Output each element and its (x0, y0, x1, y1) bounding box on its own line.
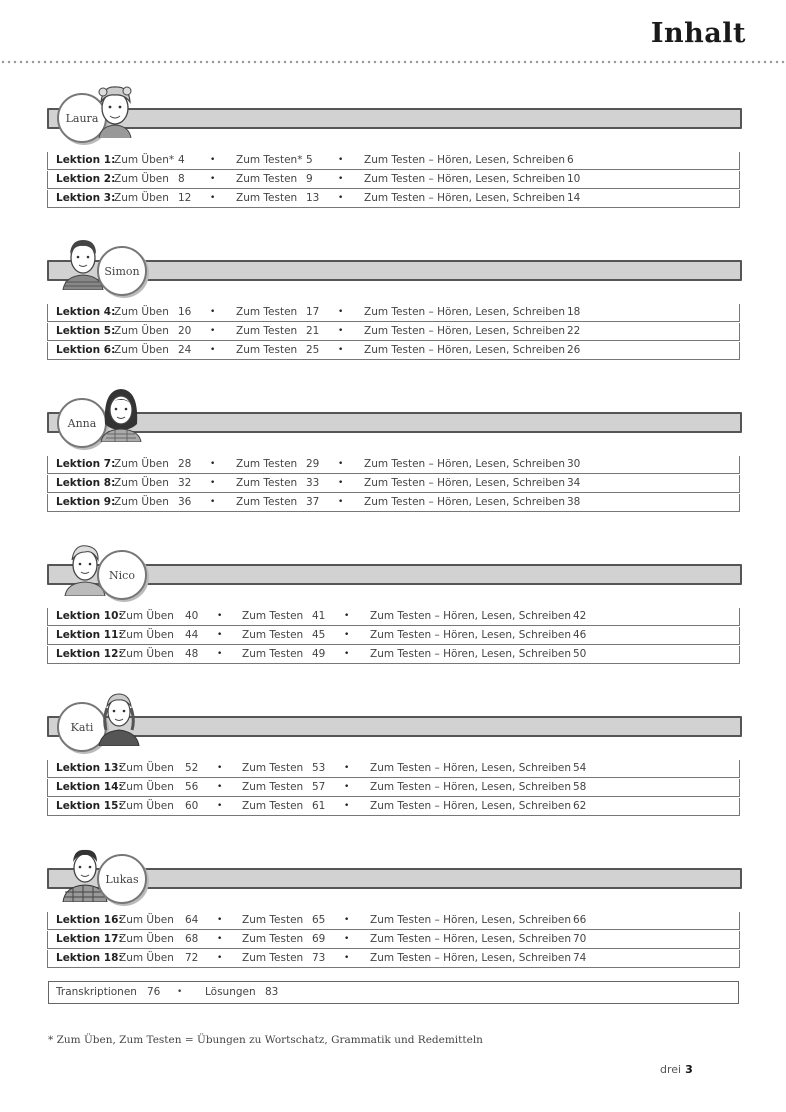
testen-page: 33 (306, 477, 320, 489)
hls-page: 46 (573, 629, 587, 641)
testen-link: Zum Testen (242, 762, 304, 774)
lesson-row (47, 171, 740, 189)
hls-link: Zum Testen – Hören, Lesen, Schreiben (364, 496, 566, 508)
ueben-link: Zum Üben (119, 800, 174, 812)
section-simon (47, 232, 740, 362)
ueben-link: Zum Üben (119, 762, 174, 774)
hls-link: Zum Testen – Hören, Lesen, Schreiben (370, 781, 572, 793)
hls-link: Zum Testen – Hören, Lesen, Schreiben (364, 325, 566, 337)
hls-link: Zum Testen – Hören, Lesen, Schreiben (370, 629, 572, 641)
bullet: • (344, 649, 350, 659)
lesson-row (47, 608, 740, 626)
ueben-page: 16 (178, 306, 192, 318)
bullet: • (210, 459, 216, 469)
ueben-link: Zum Üben (119, 629, 174, 641)
ueben-link: Zum Üben (119, 952, 174, 964)
bullet: • (217, 801, 223, 811)
testen-link: Zum Testen (236, 306, 298, 318)
lesson-row (47, 323, 740, 341)
section-banner (47, 260, 742, 281)
hls-link: Zum Testen – Hören, Lesen, Schreiben (370, 914, 572, 926)
bullet: • (344, 611, 350, 621)
lesson-row (47, 931, 740, 949)
ueben-page: 8 (178, 173, 185, 185)
testen-link: Zum Testen (236, 344, 298, 356)
lesson-row (47, 304, 740, 322)
loesungen-page: 83 (265, 986, 279, 998)
ueben-page: 28 (178, 458, 192, 470)
hls-page: 22 (567, 325, 581, 337)
hls-page: 50 (573, 648, 587, 660)
transkriptionen-page: 76 (147, 986, 161, 998)
testen-link: Zum Testen (242, 952, 304, 964)
ueben-page: 56 (185, 781, 199, 793)
ueben-page: 64 (185, 914, 199, 926)
lesson-label: Lektion 6: (56, 344, 116, 356)
lesson-label: Lektion 13: (56, 762, 123, 774)
hls-link: Zum Testen – Hören, Lesen, Schreiben (364, 458, 566, 470)
lesson-label: Lektion 7: (56, 458, 116, 470)
hls-link: Zum Testen – Hören, Lesen, Schreiben (370, 800, 572, 812)
dotted-divider (0, 60, 786, 64)
bullet: • (344, 630, 350, 640)
lesson-label: Lektion 5: (56, 325, 116, 337)
hls-page: 58 (573, 781, 587, 793)
bullet: • (344, 915, 350, 925)
bullet: • (210, 193, 216, 203)
testen-page: 41 (312, 610, 326, 622)
ueben-page: 12 (178, 192, 192, 204)
ueben-link: Zum Üben (114, 173, 169, 185)
lesson-row (47, 627, 740, 645)
testen-link: Zum Testen (242, 781, 304, 793)
section-banner (47, 108, 742, 129)
bullet: • (344, 782, 350, 792)
ueben-page: 20 (178, 325, 192, 337)
testen-page: 17 (306, 306, 320, 318)
section-banner (47, 868, 742, 889)
ueben-link: Zum Üben (119, 610, 174, 622)
lesson-label: Lektion 10: (56, 610, 123, 622)
lesson-row (47, 950, 740, 968)
bullet: • (177, 987, 183, 997)
hls-page: 62 (573, 800, 587, 812)
bullet: • (210, 497, 216, 507)
ueben-page: 68 (185, 933, 199, 945)
bullet: • (210, 174, 216, 184)
bullet: • (210, 345, 216, 355)
page-number-word: drei (660, 1063, 682, 1076)
lesson-row (47, 798, 740, 816)
section-banner (47, 412, 742, 433)
name-badge: Nico (97, 550, 147, 600)
lesson-row (47, 779, 740, 797)
hls-link: Zum Testen – Hören, Lesen, Schreiben (364, 477, 566, 489)
testen-page: 37 (306, 496, 320, 508)
testen-page: 45 (312, 629, 326, 641)
lesson-row (47, 912, 740, 930)
testen-link: Zum Testen (242, 800, 304, 812)
bullet: • (344, 763, 350, 773)
name-badge: Lukas (97, 854, 147, 904)
hls-page: 6 (567, 154, 574, 166)
testen-page: 53 (312, 762, 326, 774)
bullet: • (217, 934, 223, 944)
bullet: • (217, 649, 223, 659)
lesson-row (47, 760, 740, 778)
testen-page: 5 (306, 154, 313, 166)
ueben-link: Zum Üben (119, 648, 174, 660)
hls-page: 26 (567, 344, 581, 356)
testen-page: 13 (306, 192, 320, 204)
hls-link: Zum Testen – Hören, Lesen, Schreiben (370, 762, 572, 774)
ueben-link: Zum Üben (114, 458, 169, 470)
bullet: • (217, 782, 223, 792)
hls-page: 38 (567, 496, 581, 508)
section-anna (47, 384, 740, 514)
hls-page: 70 (573, 933, 587, 945)
bullet: • (338, 345, 344, 355)
bullet: • (338, 326, 344, 336)
testen-page: 49 (312, 648, 326, 660)
section-nico (47, 536, 740, 666)
lesson-label: Lektion 3: (56, 192, 116, 204)
testen-page: 61 (312, 800, 326, 812)
loesungen-label: Lösungen (205, 986, 256, 998)
page-title: Inhalt (650, 18, 746, 49)
hls-link: Zum Testen – Hören, Lesen, Schreiben (370, 610, 572, 622)
hls-link: Zum Testen – Hören, Lesen, Schreiben (364, 344, 566, 356)
appendix-box (48, 981, 739, 1004)
ueben-link: Zum Üben (119, 781, 174, 793)
hls-page: 18 (567, 306, 581, 318)
ueben-page: 32 (178, 477, 192, 489)
ueben-link: Zum Üben (114, 306, 169, 318)
testen-link: Zum Testen (236, 173, 298, 185)
testen-link: Zum Testen (242, 933, 304, 945)
hls-page: 42 (573, 610, 587, 622)
transkriptionen-label: Transkriptionen (56, 986, 137, 998)
hls-link: Zum Testen – Hören, Lesen, Schreiben (370, 933, 572, 945)
testen-link: Zum Testen (236, 477, 298, 489)
testen-page: 25 (306, 344, 320, 356)
ueben-page: 48 (185, 648, 199, 660)
lesson-label: Lektion 16: (56, 914, 123, 926)
hls-link: Zum Testen – Hören, Lesen, Schreiben (364, 306, 566, 318)
hls-link: Zum Testen – Hören, Lesen, Schreiben (364, 192, 566, 204)
ueben-link: Zum Üben (114, 325, 169, 337)
section-lukas (47, 840, 740, 970)
page-number-digit: 3 (685, 1063, 693, 1076)
testen-page: 69 (312, 933, 326, 945)
hls-page: 54 (573, 762, 587, 774)
lesson-row (47, 342, 740, 360)
hls-page: 66 (573, 914, 587, 926)
bullet: • (217, 763, 223, 773)
bullet: • (210, 307, 216, 317)
testen-page: 21 (306, 325, 320, 337)
ueben-page: 24 (178, 344, 192, 356)
lesson-row (47, 456, 740, 474)
ueben-link: Zum Üben (114, 344, 169, 356)
ueben-link: Zum Üben (114, 477, 169, 489)
testen-link: Zum Testen (236, 458, 298, 470)
lesson-row (47, 152, 740, 170)
bullet: • (217, 953, 223, 963)
lesson-label: Lektion 12: (56, 648, 123, 660)
hls-link: Zum Testen – Hören, Lesen, Schreiben (370, 952, 572, 964)
ueben-page: 40 (185, 610, 199, 622)
ueben-link: Zum Üben* (114, 154, 175, 166)
testen-link: Zum Testen (242, 629, 304, 641)
lesson-label: Lektion 11: (56, 629, 123, 641)
ueben-page: 36 (178, 496, 192, 508)
hls-page: 34 (567, 477, 581, 489)
section-laura (47, 80, 740, 210)
ueben-page: 44 (185, 629, 199, 641)
bullet: • (338, 478, 344, 488)
testen-link: Zum Testen (236, 496, 298, 508)
bullet: • (338, 307, 344, 317)
bullet: • (344, 801, 350, 811)
lesson-label: Lektion 17: (56, 933, 123, 945)
bullet: • (338, 193, 344, 203)
testen-link: Zum Testen (242, 610, 304, 622)
hls-link: Zum Testen – Hören, Lesen, Schreiben (364, 173, 566, 185)
section-kati (47, 688, 740, 818)
lesson-row (47, 494, 740, 512)
hls-link: Zum Testen – Hören, Lesen, Schreiben (370, 648, 572, 660)
bullet: • (338, 174, 344, 184)
ueben-page: 60 (185, 800, 199, 812)
lesson-label: Lektion 15: (56, 800, 123, 812)
hls-page: 74 (573, 952, 587, 964)
ueben-link: Zum Üben (114, 496, 169, 508)
lesson-label: Lektion 18: (56, 952, 123, 964)
avatar-girl-dark-hair-icon (95, 384, 147, 442)
name-badge: Simon (97, 246, 147, 296)
bullet: • (338, 155, 344, 165)
bullet: • (217, 611, 223, 621)
testen-link: Zum Testen (236, 325, 298, 337)
bullet: • (210, 478, 216, 488)
testen-link: Zum Testen* (236, 154, 303, 166)
ueben-page: 72 (185, 952, 199, 964)
name-badge: Anna (57, 398, 107, 448)
testen-page: 73 (312, 952, 326, 964)
ueben-link: Zum Üben (114, 192, 169, 204)
bullet: • (344, 953, 350, 963)
lesson-row (47, 190, 740, 208)
bullet: • (338, 497, 344, 507)
hls-page: 14 (567, 192, 581, 204)
testen-link: Zum Testen (236, 192, 298, 204)
bullet: • (210, 326, 216, 336)
bullet: • (217, 630, 223, 640)
ueben-page: 4 (178, 154, 185, 166)
testen-link: Zum Testen (242, 914, 304, 926)
testen-link: Zum Testen (242, 648, 304, 660)
lesson-label: Lektion 1: (56, 154, 116, 166)
ueben-link: Zum Üben (119, 914, 174, 926)
lesson-label: Lektion 14: (56, 781, 123, 793)
ueben-link: Zum Üben (119, 933, 174, 945)
lesson-label: Lektion 8: (56, 477, 116, 489)
avatar-girl-braids-icon (93, 688, 145, 746)
hls-link: Zum Testen – Hören, Lesen, Schreiben (364, 154, 566, 166)
section-banner (47, 716, 742, 737)
testen-page: 9 (306, 173, 313, 185)
lesson-row (47, 475, 740, 493)
testen-page: 57 (312, 781, 326, 793)
section-banner (47, 564, 742, 585)
bullet: • (210, 155, 216, 165)
lesson-row (47, 646, 740, 664)
lesson-label: Lektion 4: (56, 306, 116, 318)
testen-page: 29 (306, 458, 320, 470)
page-number (660, 1063, 693, 1076)
testen-page: 65 (312, 914, 326, 926)
name-badge: Kati (57, 702, 107, 752)
bullet: • (338, 459, 344, 469)
avatar-girl-icon (89, 80, 141, 138)
lesson-label: Lektion 2: (56, 173, 116, 185)
footnote: * Zum Üben, Zum Testen = Übungen zu Wortschatz, Grammatik und Redemitteln (48, 1034, 483, 1046)
hls-page: 30 (567, 458, 581, 470)
hls-page: 10 (567, 173, 581, 185)
bullet: • (217, 915, 223, 925)
name-badge: Laura (57, 93, 107, 143)
ueben-page: 52 (185, 762, 199, 774)
bullet: • (344, 934, 350, 944)
lesson-label: Lektion 9: (56, 496, 116, 508)
